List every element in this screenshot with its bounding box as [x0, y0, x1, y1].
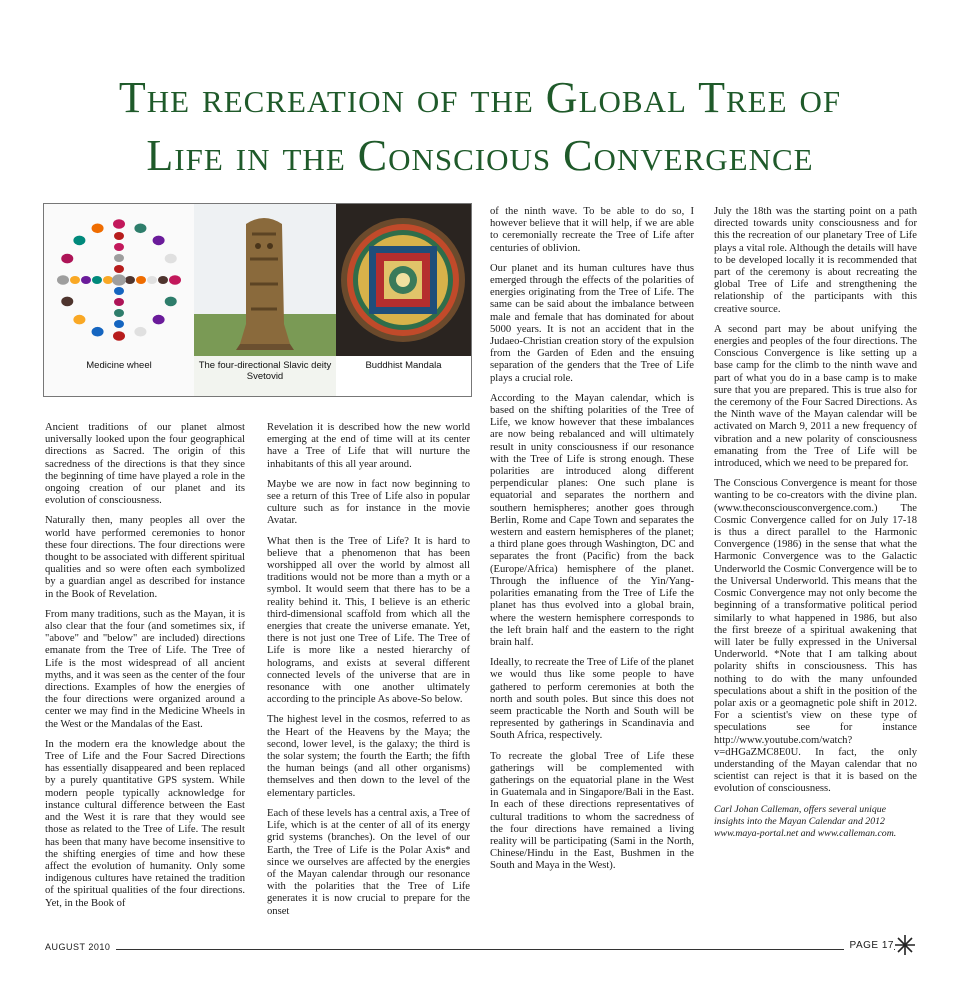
stone: [125, 276, 135, 284]
medicine-wheel-photo: [44, 204, 194, 396]
article-title: [0, 69, 960, 185]
paragraph: The highest level in the cosmos, referred to as the Heart of the Heavens by the Maya; the second, lower level, is the galaxy; the third is the solar system; the fourth the Earth; the fifth the human beings (and all other organisms) themselves and then down to the level of the elementary particles.: [267, 714, 470, 799]
paragraph: According to the Mayan calendar, which is based on the shifting polarities of the Tree of Life, we know however that these imbalances are now being rebalanced and will ultimately result in unity consciousness if our resonance with the Tree of Life is strong enough. These polarities are introduced along different perpendicular planes: One such plane is equatorial and separates the northern and southern hemispheres; another goes through Berlin, Rome and Cape Town and separates the western and eastern hemispheres of the planet; a third plane goes through Washington, DC and separates the front (Pacific) from the back (Europe/Africa) hemisphere of the planet. Through the influence of the Yin/Yang-polarities emanating from the Tree of Life the planet has thus evolved into a global brain, where the western hemisphere corresponds to the left brain half and the eastern to the right brain half.: [490, 392, 694, 648]
paragraph: July the 18th was the starting point on a path directed towards unity consciousness and for this the recreation of our planetary Tree of Life plays a vital role. Although the details will have to be developed locally it is recommended that part of the ceremony is about recreating the global Tree of Life and strengthening the relationship of the participants with this creative source.: [714, 206, 917, 315]
stone: [113, 219, 125, 229]
stone: [73, 236, 85, 246]
photo-caption: Medicine wheel: [86, 360, 152, 371]
author-bio: Carl Johan Calleman, offers several unique insights into the Mayan Calendar and 2012 www.maya-portal.net and www.calleman.com.: [714, 803, 897, 839]
photo-strip: [43, 203, 472, 397]
paragraph: of the ninth wave. To be able to do so, I however believe that it will help, if we are able to ceremonially recreate the Tree of Life after centuries of oblivion.: [490, 206, 694, 254]
stone: [61, 254, 73, 264]
stone: [169, 275, 181, 285]
stone: [81, 276, 91, 284]
stone: [134, 223, 146, 233]
stone: [114, 243, 124, 251]
paragraph: In the modern era the knowledge about the Tree of Life and the Four Sacred Directions has essentially disappeared and been replaced by a purely quantitative GPS system. While modern people typically acknowledge for instance cultural difference between the East and the West it is rare that they would see those as related to the Tree of Life. The result has been that many have become insensitive to the shifting energies of time and how these affect the evolution of humanity. Only some indigenous cultures have retained the tradition of the spiritual qualities of the four directions. Yet, in the Book of: [45, 738, 245, 909]
stone: [165, 297, 177, 307]
medicine-wheel-stones-icon: [44, 204, 194, 356]
stone: [113, 331, 125, 341]
stone: [114, 232, 124, 240]
paragraph: From many traditions, such as the Mayan, it is also clear that the four (and sometimes six, if "above" and "below" are included) directions emanate from the Tree of Life. The Tree of Life is the most widespread of all ancient myths, and it was seen as the center of the four directions. Examples of how the energies of the four directions were organized around a center we may find in the Medicine Wheels in the West or the Mandalas of the East.: [45, 608, 245, 730]
stone: [114, 265, 124, 273]
stone: [147, 276, 157, 284]
stone: [92, 276, 102, 284]
title-line-1: The recreation of the Global Tree of: [118, 73, 842, 123]
stone: [153, 315, 165, 325]
photo-caption: Buddhist Mandala: [365, 360, 442, 371]
paragraph: Our planet and its human cultures have thus emerged through the effects of the polarities of energies originating from the Tree of Life. The same can be said about the imbalance between male and female that has dominated for about 5000 years. It is not an accident that in the Judaeo-Christian creation story of the expulsion from the Garden of Eden and the ensuing separation of the genders that the Tree of Life plays a crucial role.: [490, 262, 694, 384]
paragraph: Each of these levels has a central axis, a Tree of Life, which is at the center of all of its energy grid systems (branches). On the level of our Earth, the Tree of Life is the Polar Axis* and since we ourselves are affected by the energies of the Mayan calendar through our resonance with the polarities that the Tree of Life generates it is now crucial to prepare for the onset: [267, 807, 470, 917]
paragraph: A second part may be about unifying the energies and peoples of the four directions. The Conscious Convergence is like setting up a base camp for the climb to the ninth wave and part of what you do in a base camp is to make sure that you are prepared. This is true also for the ceremony of the Four Sacred Directions. As the Ninth wave of the Mayan calendar will be activated on March 9, 2011 a new frequency of vibration and a new polarity of consciousness emanating from the Tree of Life will be introduced, which we need to be prepared for.: [714, 323, 917, 470]
stone: [92, 327, 104, 337]
stone: [165, 254, 177, 264]
page-number: PAGE 17: [844, 940, 894, 951]
stone: [114, 298, 124, 306]
stone: [92, 223, 104, 233]
stone: [114, 320, 124, 328]
paragraph: Ancient traditions of our planet almost universally looked upon the four geographical directions as Sacred. The origin of this sacredness of the directions is that they since the beginning of time have played a role in the ongoing creation of our planet and its evolution of consciousness.: [45, 422, 245, 507]
svetovid-photo: [194, 204, 336, 396]
column-1: [45, 422, 245, 918]
photo-caption: The four-directional Slavic deity Svetovid: [198, 360, 332, 382]
paragraph: To recreate the global Tree of Life these gatherings will be complemented with gatherings on the equatorial plane in the West in Guatemala and in Singapore/Bali in the East. In each of these directions representatives of cultural traditions to whom the sacredness of the four directions have remained a living reality will be participating (Sami in the North, Chinese/Hindu in the East, Bushmen in the South and Maya in the West).: [490, 750, 694, 872]
column-3: [490, 206, 694, 881]
star-burst-icon: [894, 934, 916, 956]
stone: [114, 309, 124, 317]
stone: [134, 327, 146, 337]
stone: [73, 315, 85, 325]
paragraph: Ideally, to recreate the Tree of Life of the planet we would thus like some people to have gathered to perform ceremonies at both the north and south poles. But since this does not seem practicable the North and South will be represented by gatherings in Scandinavia and South Africa, respectively.: [490, 657, 694, 742]
paragraph: Naturally then, many peoples all over the world have performed ceremonies to honor these four directions. The four directions were thought to be associated with different spiritual qualities and so were often each symbolized by a guardian angel as described for instance in the Book of Revelation.: [45, 515, 245, 600]
column-2: [267, 422, 470, 926]
carved-wooden-pillar-icon: [194, 204, 336, 356]
stone: [114, 287, 124, 295]
paragraph: Maybe we are now in fact now beginning to see a return of this Tree of Life also in popular culture such as for instance in the movie Avatar.: [267, 478, 470, 527]
stone: [57, 275, 69, 285]
stone: [103, 276, 113, 284]
stone: [153, 236, 165, 246]
mandala-photo: [336, 204, 471, 396]
stone: [61, 297, 73, 307]
stone: [112, 274, 126, 285]
paragraph: The Conscious Convergence is meant for those wanting to be co-creators with the divine plan. (www.theconsciousconvergence.com.) The Cosmic Convergence called for on July 17-18 is thus a direct parallel to the Harmonic Convergence (1986) in the sense that what the Harmonic Convergence was to the Galactic Underworld the Cosmic Convergence will be to the Universal Underworld. This means that the Cosmic Convergence may not only become the beginning of a transformative political period similarly to what happened in 1986, but also the first breeze of a spiritual awakening that will later be fully expressed in the Universal Underworld. *Note that I am talking about polarity shifts in consciousness. This has nothing to do with the many unfounded speculations about a shift in the position of the polar axis or a geomagnetic pole shift in 2012. For a scientist's view on these type of speculations see for instance http://www.youtube.com/watch?v=dHGaZMC8E0U. In fact, the only understanding of the Mayan calendar that no scientist can reject is that it is based on the evolution of consciousness.: [714, 478, 917, 795]
footer-rule: [45, 949, 895, 950]
paragraph: What then is the Tree of Life? It is hard to believe that a phenomenon that has been worshipped all over the world by almost all traditions would not be more than a myth or a symbol. It would seem that there has to be a reality behind it. This, I believe is an etheric third-dimensional scaffold from which all the energies that create the universe emanate. Yet, there is not just one Tree of Life. The Tree of Life is more like a nested hierarchy of holograms, and exists at several different connected levels of the universe that are in resonance with one another ultimately according to the principle As above-So below.: [267, 535, 470, 706]
stone: [114, 254, 124, 262]
column-4: [714, 206, 917, 848]
issue-date: AUGUST 2010: [45, 942, 116, 952]
stone: [70, 276, 80, 284]
stone: [136, 276, 146, 284]
stone: [158, 276, 168, 284]
title-line-2: Life in the Conscious Convergence: [146, 131, 814, 181]
mandala-icon: [336, 204, 471, 356]
paragraph: Revelation it is described how the new world emerging at the end of time will at its center have a Tree of Life that will nurture the inhabitants of this all year around.: [267, 422, 470, 470]
